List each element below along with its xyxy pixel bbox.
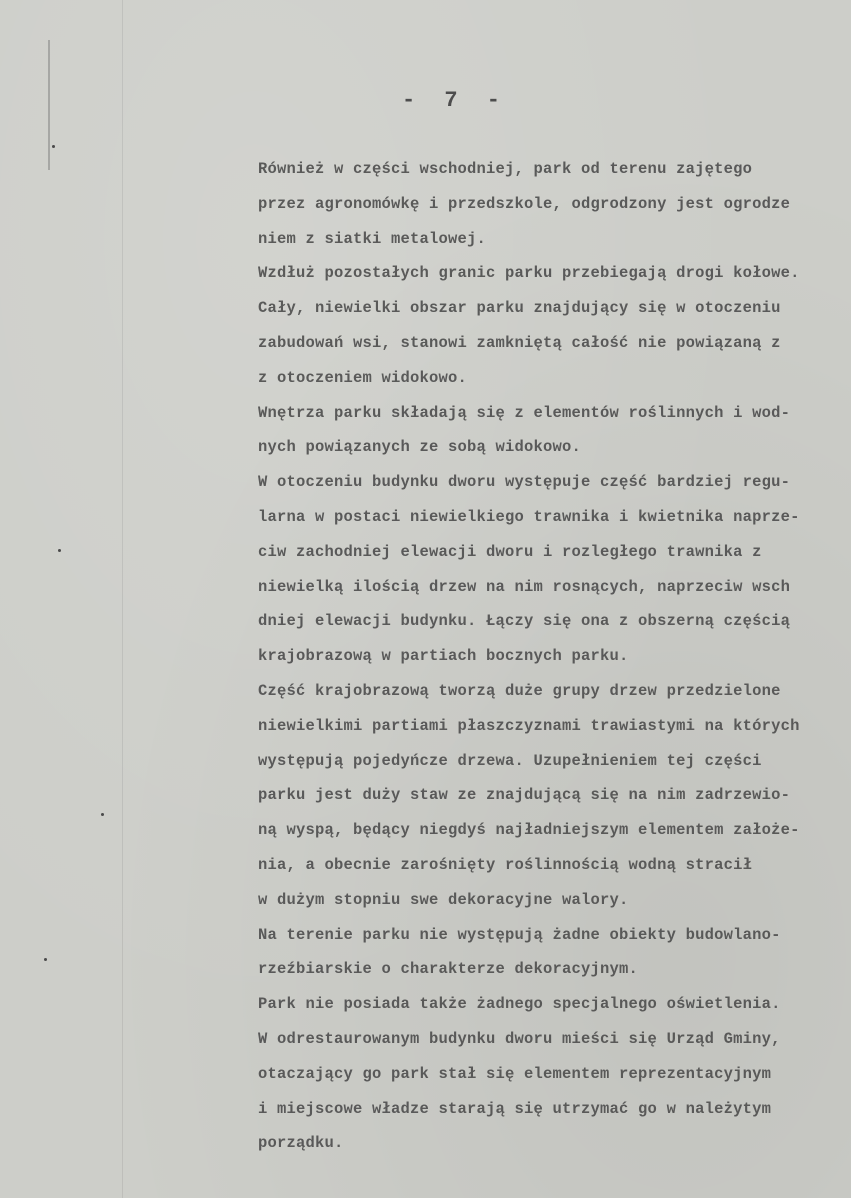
text-line: Część krajobrazową tworzą duże grupy drzew przedzielone — [258, 681, 781, 700]
binder-hole — [101, 813, 104, 816]
text-line: niem z siatki metalowej. — [258, 229, 487, 248]
text-line: występują pojedyńcze drzewa. Uzupełnieniem tej części — [258, 751, 762, 770]
text-line: ciw zachodniej elewacji dworu i rozległego trawnika z — [258, 542, 762, 561]
typewritten-body — [258, 152, 843, 1161]
text-line: rzeźbiarskie o charakterze dekoracyjnym. — [258, 960, 639, 979]
text-line: w dużym stopniu swe dekoracyjne walory. — [258, 890, 629, 909]
binder-hole — [58, 549, 61, 552]
text-line: i miejscowe władze starają się utrzymać go w należytym — [258, 1099, 772, 1118]
paper-edge-mark — [48, 40, 50, 170]
page-number: - 7 - — [401, 88, 508, 113]
text-line: Na terenie parku nie występują żadne obiekty budowlano- — [258, 925, 781, 944]
binder-hole — [44, 958, 47, 961]
text-line: zabudowań wsi, stanowi zamkniętą całość nie powiązaną z — [258, 333, 781, 352]
text-line: Wzdłuż pozostałych granic parku przebiegają drogi kołowe. — [258, 264, 800, 283]
text-line: parku jest duży staw ze znajdującą się na nim zadrzewio- — [258, 786, 791, 805]
text-line: otaczający go park stał się elementem reprezentacyjnym — [258, 1064, 772, 1083]
binder-hole — [52, 145, 55, 148]
paper-fold-line — [122, 0, 123, 1198]
text-line: Wnętrza parku składają się z elementów roślinnych i wod- — [258, 403, 791, 422]
text-line: W odrestaurowanym budynku dworu mieści się Urząd Gminy, — [258, 1029, 781, 1048]
text-line: W otoczeniu budynku dworu występuje część bardziej regu- — [258, 473, 791, 492]
text-line: niewielkimi partiami płaszczyznami trawiastymi na których — [258, 716, 800, 735]
text-line: nia, a obecnie zarośnięty roślinnością wodną stracił — [258, 855, 753, 874]
text-line: Cały, niewielki obszar parku znajdujący się w otoczeniu — [258, 299, 781, 318]
text-line: dniej elewacji budynku. Łączy się ona z obszerną częścią — [258, 612, 791, 631]
text-line: Park nie posiada także żadnego specjalnego oświetlenia. — [258, 995, 781, 1014]
text-line: larna w postaci niewielkiego trawnika i kwietnika naprze- — [258, 507, 800, 526]
text-line: Również w części wschodniej, park od terenu zajętego — [258, 160, 753, 178]
text-line: krajobrazową w partiach bocznych parku. — [258, 647, 629, 666]
text-line: nych powiązanych ze sobą widokowo. — [258, 438, 582, 457]
text-line: z otoczeniem widokowo. — [258, 368, 468, 387]
text-line: porządku. — [258, 1134, 344, 1153]
text-line: przez agronomówkę i przedszkole, odgrodzony jest ogrodze — [258, 194, 791, 213]
text-line: ną wyspą, będący niegdyś najładniejszym elementem założe- — [258, 821, 800, 840]
text-line: niewielką ilością drzew na nim rosnących, naprzeciw wsch — [258, 577, 791, 596]
